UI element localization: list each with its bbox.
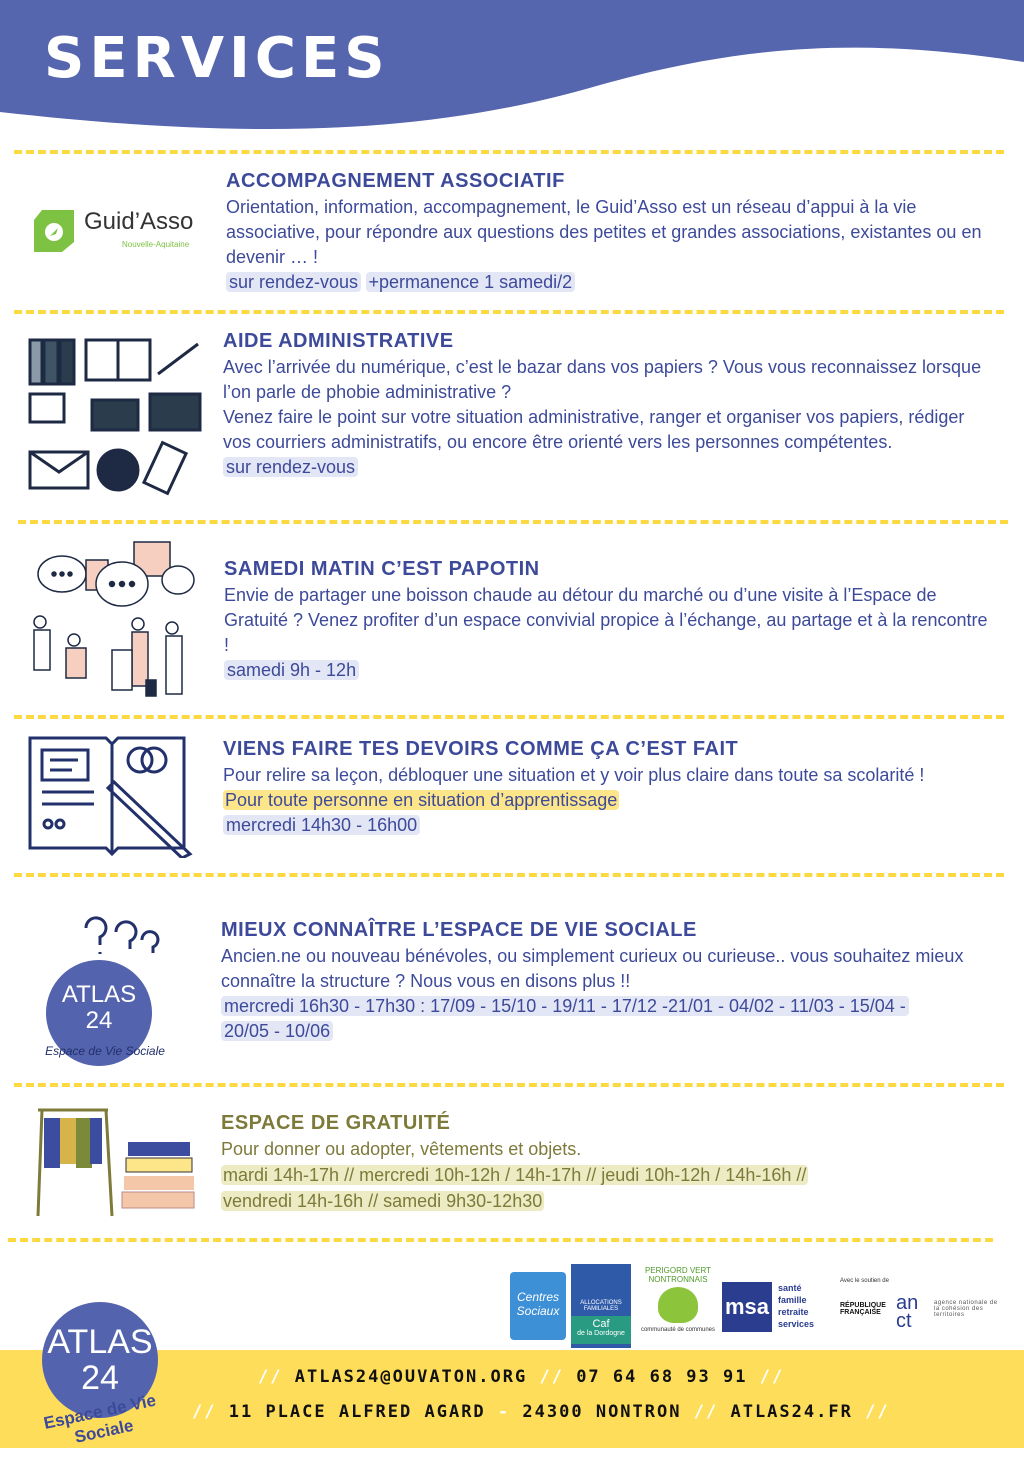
logo-name: Guid’Asso (84, 208, 194, 235)
tag: 20/05 - 10/06 (221, 1021, 333, 1041)
page-title: SERVICES (44, 26, 390, 91)
msa-line: retraite (778, 1307, 809, 1317)
badge-line: 24 (81, 1359, 119, 1397)
tag: samedi 9h - 12h (224, 660, 359, 680)
section-papotin (224, 558, 994, 683)
divider (18, 520, 1008, 524)
tag: vendredi 14h-16h // samedi 9h30-12h30 (223, 1191, 543, 1211)
section-title: MIEUX CONNAÎTRE L’ESPACE DE VIE SOCIALE (221, 919, 697, 941)
section-gratuite (221, 1112, 1001, 1214)
section-title: ACCOMPAGNEMENT ASSOCIATIF (226, 170, 565, 192)
homework-book-icon (28, 736, 198, 858)
conversation-illustration (26, 540, 196, 700)
section-title: SAMEDI MATIN C’EST PAPOTIN (224, 558, 540, 580)
msa-line: famille (778, 1295, 807, 1305)
perigord-text: PERIGORD VERT NONTRONNAIS (644, 1266, 712, 1284)
address: 11 PLACE ALFRED AGARD (228, 1402, 486, 1422)
section-body: Avec l’arrivée du numérique, c’est le bazar dans vos papiers ? Vous vous reconnaissez lorsque l’on parle de phobie administrative ? (223, 357, 982, 402)
tag: +permanence 1 samedi/2 (366, 272, 576, 292)
partner-logos (508, 1262, 1003, 1346)
section-body: Orientation, information, accompagnement, le Guid’Asso est un réseau d’appui à la vie associative, pour répondre aux questions des petites et grandes associations, existantes ou en devenir … ! (226, 197, 982, 267)
divider (14, 150, 1004, 154)
tag: sur rendez-vous (223, 457, 358, 477)
soutien-label: Avec le soutien de (840, 1278, 889, 1284)
section-title: ESPACE DE GRATUITÉ (221, 1112, 451, 1134)
section-devoirs (223, 738, 1003, 838)
divider (14, 873, 1004, 877)
msa-line: services (778, 1319, 815, 1329)
tag: mercredi 14h30 - 16h00 (223, 815, 420, 835)
msa-logo: msa (722, 1282, 772, 1332)
divider (14, 715, 1004, 719)
section-body: Envie de partager une boisson chaude au détour du marché ou d’une visite à l’Espace de Gratuité ? Venez profiter d’un espace convivial propice à l’échange, au partage et à la rencontre ! (224, 585, 988, 655)
section-mieux-connaitre (221, 919, 991, 1044)
section-body: Pour relire sa leçon, débloquer une situation et y voir plus claire dans toute sa scolarité ! (223, 765, 925, 785)
caf-logo (571, 1264, 631, 1348)
republique-francaise-logo: RÉPUBLIQUE FRANÇAISE (840, 1302, 886, 1316)
section-title: AIDE ADMINISTRATIVE (223, 330, 454, 352)
website-link[interactable]: ATLAS24.FR (730, 1402, 853, 1422)
msa-text (778, 1282, 814, 1330)
perigord-emblem (658, 1287, 698, 1323)
msa-line: santé (778, 1283, 802, 1293)
tag: mercredi 16h30 - 17h30 : 17/09 - 15/10 - 19/11 - 17/12 -21/01 - 04/02 - 11/03 - 15/04 - (221, 996, 909, 1016)
section-body: Ancien.ne ou nouveau bénévoles, ou simplement curieux ou curieuse.. vous souhaitez mieux connaître la structure ? Nous vous en disons plus !! (221, 946, 964, 991)
divider (14, 310, 1004, 314)
atlas-logo-question (30, 910, 180, 1065)
logo-line: ATLAS (61, 981, 137, 1008)
section-accompagnement (226, 170, 996, 295)
divider (14, 1083, 1004, 1087)
logo-sub: Nouvelle-Aquitaine (122, 240, 190, 249)
logo-sub: Espace de Vie Sociale (45, 1044, 165, 1058)
caf-text: ALLOCATIONS FAMILIALES (580, 1300, 622, 1312)
anct-text: agence nationale de la cohésion des territoires (934, 1300, 998, 1318)
tag: sur rendez-vous (226, 272, 361, 292)
section-body: Pour donner ou adopter, vêtements et objets. (221, 1139, 582, 1159)
logo-line: 24 (85, 1007, 113, 1034)
divider (8, 1238, 993, 1242)
section-aide-administrative (223, 330, 993, 480)
highlight-audience: Pour toute personne en situation d’apprentissage (225, 790, 618, 810)
admin-icons (26, 334, 206, 496)
footer-contact-line: // ATLAS24@OUVATON.ORG // 07 64 68 93 91 // (258, 1367, 785, 1387)
question-marks-icon (76, 910, 166, 960)
anct-logo: an ct (896, 1292, 919, 1332)
caf-text: de la Dordogne (577, 1330, 625, 1337)
perigord-logo (640, 1266, 716, 1342)
caf-text: Caf (592, 1318, 610, 1330)
city: 24300 NONTRON (522, 1402, 682, 1422)
clothes-books-icon (34, 1104, 204, 1224)
badge-line: ATLAS (47, 1323, 153, 1361)
phone[interactable]: 07 64 68 93 91 (576, 1367, 748, 1387)
badge-sub: Espace de Vie Sociale (42, 1390, 158, 1447)
centres-sociaux-logo: Centres Sociaux (510, 1272, 566, 1340)
footer-address-line: // 11 PLACE ALFRED AGARD - 24300 NONTRON // ATLAS24.FR // (192, 1402, 890, 1422)
section-title: VIENS FAIRE TES DEVOIRS COMME ÇA C’EST FAIT (223, 738, 739, 760)
section-body: Venez faire le point sur votre situation administrative, ranger et organiser vos papiers, rédiger vos courriers administratifs, ou encore être orienté vers les personnes compétentes. (223, 407, 965, 452)
email-link[interactable]: ATLAS24@OUVATON.ORG (294, 1367, 528, 1387)
tag: mardi 14h-17h // mercredi 10h-12h / 14h-17h // jeudi 10h-12h / 14h-16h // (223, 1165, 807, 1185)
guidasso-logo (32, 208, 194, 259)
perigord-text: communauté de communes (640, 1327, 716, 1333)
